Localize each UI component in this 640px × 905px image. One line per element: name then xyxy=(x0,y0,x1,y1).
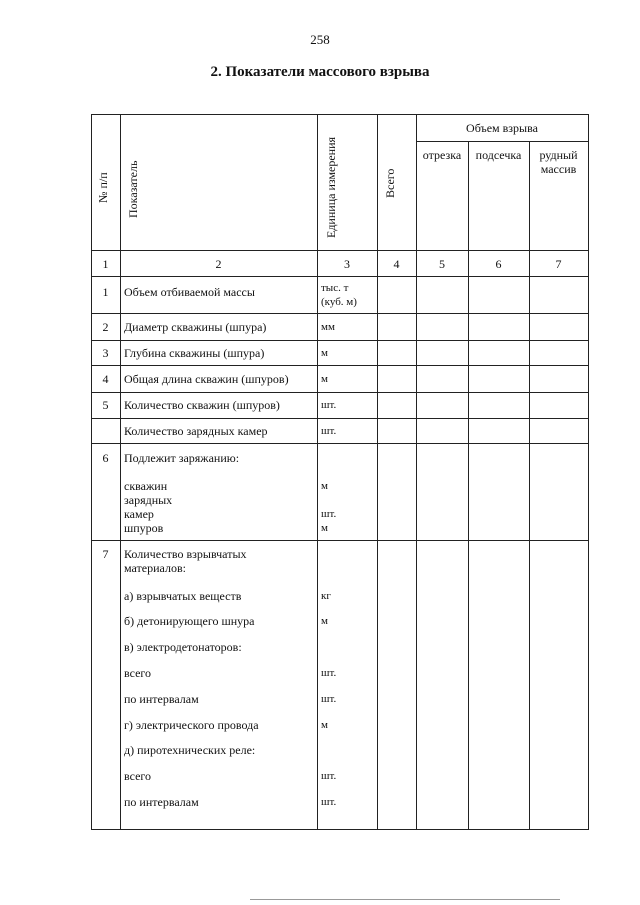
colnum-1: 1 xyxy=(102,257,109,271)
row-unit: шт. xyxy=(321,425,337,437)
row-unit: м xyxy=(321,480,328,492)
row-label: Общая длина скважин (шпуров) xyxy=(124,372,289,386)
colnum-6: 6 xyxy=(495,257,502,271)
header-ore-mass-line2: массив xyxy=(540,162,577,176)
row-unit: шт. xyxy=(321,399,337,411)
row-unit: м xyxy=(321,373,328,385)
row-unit: м xyxy=(321,347,328,359)
colnum-2: 2 xyxy=(215,257,222,271)
row-sublabel: зарядных xyxy=(124,493,173,507)
row-sublabel: в) электродетонаторов: xyxy=(124,640,242,654)
row-unit: кг xyxy=(321,590,331,602)
colnum-3: 3 xyxy=(344,257,350,271)
row-sublabel: д) пиротехнических реле: xyxy=(124,743,256,757)
row-label: Количество зарядных камер xyxy=(124,424,268,438)
header-ore-mass-line1: рудный xyxy=(539,148,578,162)
row-number: 4 xyxy=(102,372,109,386)
row-unit: м xyxy=(321,615,328,627)
header-undercut: подсечка xyxy=(475,148,522,162)
row-unit: м xyxy=(321,719,328,731)
header-explosion-volume: Объем взрыва xyxy=(466,121,538,135)
row-label: материалов: xyxy=(124,561,186,575)
row-number: 6 xyxy=(102,451,109,465)
row-label: Объем отбиваемой массы xyxy=(124,285,255,299)
row-sublabel: по интервалам xyxy=(124,795,199,809)
colnum-7: 7 xyxy=(555,257,562,271)
page-bottom-edge xyxy=(0,895,640,905)
row-number: 2 xyxy=(102,320,109,334)
row-sublabel: шпуров xyxy=(124,521,164,535)
header-indicator: Показатель xyxy=(126,160,140,218)
row-label: Глубина скважины (шпура) xyxy=(124,346,265,360)
row-unit: шт. xyxy=(321,667,337,679)
row-sublabel: по интервалам xyxy=(124,692,199,706)
colnum-4: 4 xyxy=(393,257,400,271)
page-number: 258 xyxy=(310,32,330,47)
row-number: 5 xyxy=(102,398,109,412)
row-label: Количество скважин (шпуров) xyxy=(124,398,280,412)
row-unit: шт. xyxy=(321,796,337,808)
row-unit: шт. xyxy=(321,770,337,782)
row-number: 7 xyxy=(102,547,109,561)
row-unit: тыс. т xyxy=(321,282,349,294)
row-unit: (куб. м) xyxy=(321,296,357,308)
row-label: Подлежит заряжанию: xyxy=(124,451,240,465)
header-number: № п/п xyxy=(96,172,110,203)
header-unit: Единица измерения xyxy=(324,136,338,238)
row-sublabel: камер xyxy=(124,507,154,521)
row-unit: мм xyxy=(321,321,335,333)
row-sublabel: всего xyxy=(124,769,152,783)
row-unit: м xyxy=(321,522,328,534)
header-cut: отрезка xyxy=(422,148,462,162)
row-label: Количество взрывчатых xyxy=(124,547,247,561)
row-unit: шт. xyxy=(321,693,337,705)
row-number: 3 xyxy=(102,346,109,360)
row-sublabel: г) электрического провода xyxy=(124,718,259,732)
page-title: 2. Показатели массового взрыва xyxy=(210,64,430,80)
row-unit: шт. xyxy=(321,508,337,520)
row-sublabel: б) детонирующего шнура xyxy=(124,614,255,628)
row-label: Диаметр скважины (шпура) xyxy=(124,320,267,334)
row-sublabel: а) взрывчатых веществ xyxy=(124,589,242,603)
row-sublabel: скважин xyxy=(124,479,168,493)
row-number: 1 xyxy=(102,285,109,299)
row-sublabel: всего xyxy=(124,666,152,680)
header-total: Всего xyxy=(383,168,397,198)
colnum-5: 5 xyxy=(439,257,445,271)
